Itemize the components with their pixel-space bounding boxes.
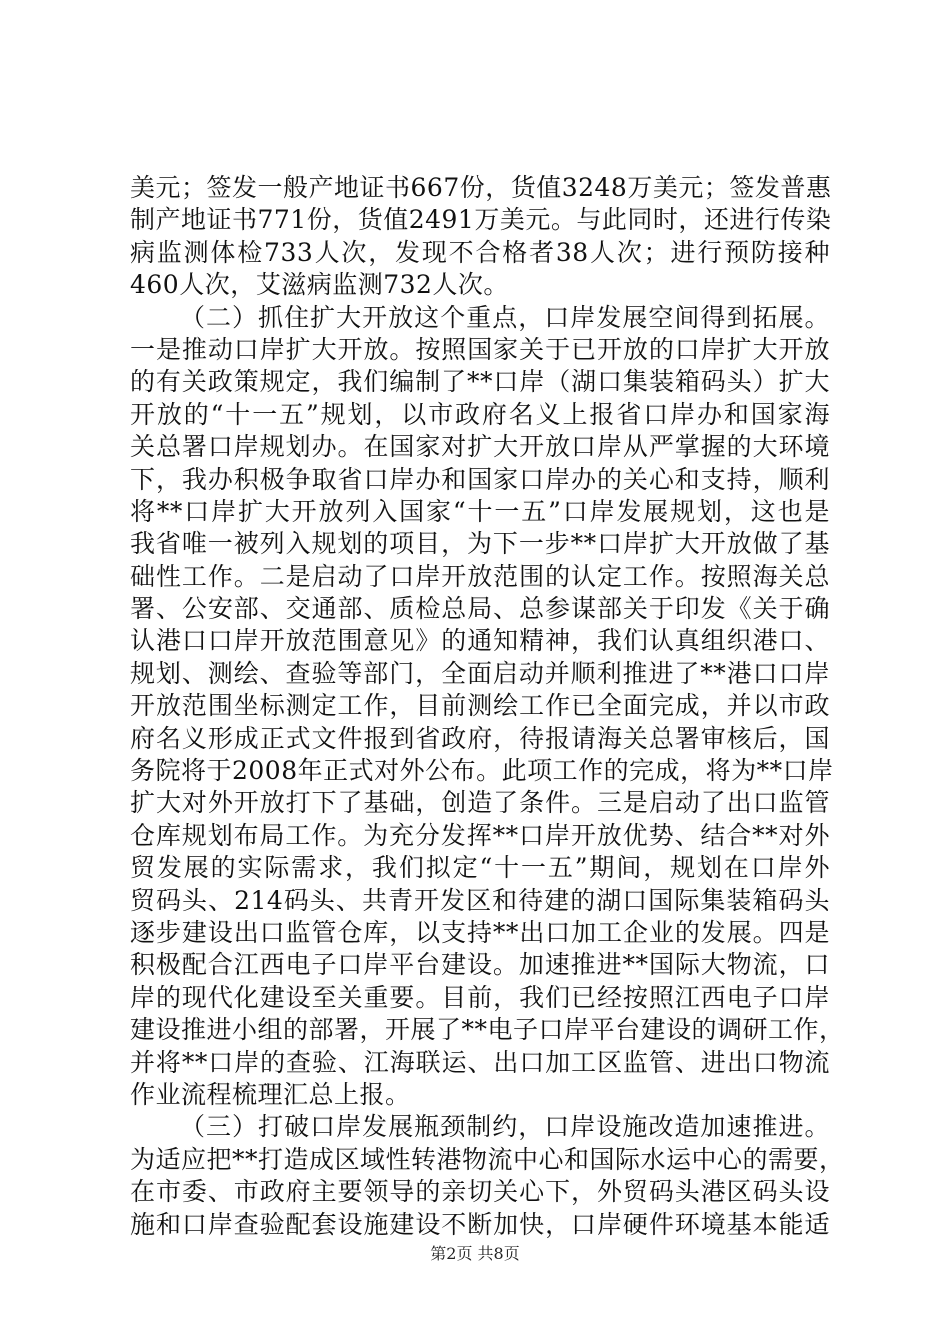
page-number-footer: 第2页 共8页	[430, 1244, 520, 1263]
text-line: 规划、测绘、查验等部门，全面启动并顺利推进了**港口口岸	[130, 658, 830, 688]
text-line: 开放范围坐标测定工作，目前测绘工作已全面完成，并以市政	[130, 691, 830, 721]
text-line: 的有关政策规定，我们编制了**口岸（湖口集装箱码头）扩大	[130, 367, 830, 397]
text-line: 一是推动口岸扩大开放。按照国家关于已开放的口岸扩大开放	[130, 334, 830, 364]
text-line: 扩大对外开放打下了基础，创造了条件。三是启动了出口监管	[130, 788, 830, 818]
text-line: 务院将于2008年正式对外公布。此项工作的完成，将为**口岸	[130, 756, 834, 786]
text-line: 我省唯一被列入规划的项目，为下一步**口岸扩大开放做了基	[130, 529, 830, 559]
text-line: 仓库规划布局工作。为充分发挥**口岸开放优势、结合**对外	[130, 820, 830, 850]
text-line: 础性工作。二是启动了口岸开放范围的认定工作。按照海关总	[130, 561, 830, 591]
text-line: 为适应把**打造成区域性转港物流中心和国际水运中心的需要，	[130, 1144, 845, 1174]
section-heading-2: （二）抓住扩大开放这个重点，口岸发展空间得到拓展。	[180, 302, 830, 332]
text-line: 岸的现代化建设至关重要。目前，我们已经按照江西电子口岸	[130, 982, 830, 1012]
text-line: 施和口岸查验配套设施建设不断加快，口岸硬件环境基本能适	[130, 1209, 830, 1239]
text-line: 逐步建设出口监管仓库，以支持**出口加工企业的发展。四是	[130, 917, 830, 947]
text-line: 关总署口岸规划办。在国家对扩大开放口岸从严掌握的大环境	[130, 432, 830, 462]
text-line: 署、公安部、交通部、质检总局、总参谋部关于印发《关于确	[130, 594, 830, 624]
body-text	[130, 172, 845, 1241]
section-heading-3: （三）打破口岸发展瓶颈制约，口岸设施改造加速推进。	[180, 1112, 830, 1142]
text-line: 美元；签发一般产地证书667份，货值3248万美元；签发普惠	[130, 173, 832, 202]
text-line: 府名义形成正式文件报到省政府，待报请海关总署审核后，国	[130, 723, 830, 753]
text-line: 病监测体检733人次，发现不合格者38人次；进行预防接种	[130, 237, 830, 267]
text-line: 贸码头、214码头、共青开发区和待建的湖口国际集装箱码头	[130, 885, 830, 915]
text-line: 制产地证书771份，货值2491万美元。与此同时，还进行传染	[130, 205, 832, 235]
text-line: 作业流程梳理汇总上报。	[130, 1079, 411, 1109]
text-line: 贸发展的实际需求，我们拟定“十一五”期间，规划在口岸外	[130, 853, 830, 883]
text-line: 积极配合江西电子口岸平台建设。加速推进**国际大物流，口	[130, 950, 830, 980]
text-line: 将**口岸扩大开放列入国家“十一五”口岸发展规划，这也是	[130, 496, 830, 526]
text-line: 并将**口岸的查验、江海联运、出口加工区监管、进出口物流	[130, 1047, 830, 1077]
text-line: 在市委、市政府主要领导的亲切关心下，外贸码头港区码头设	[130, 1177, 830, 1207]
text-line: 认港口口岸开放范围意见》的通知精神，我们认真组织港口、	[130, 626, 830, 656]
text-line: 460人次，艾滋病监测732人次。	[130, 270, 509, 300]
text-line: 开放的“十一五”规划，以市政府名义上报省口岸办和国家海	[130, 399, 830, 429]
text-line: 下，我办积极争取省口岸办和国家口岸办的关心和支持，顺利	[130, 464, 830, 494]
text-line: 建设推进小组的部署，开展了**电子口岸平台建设的调研工作，	[130, 1015, 845, 1045]
